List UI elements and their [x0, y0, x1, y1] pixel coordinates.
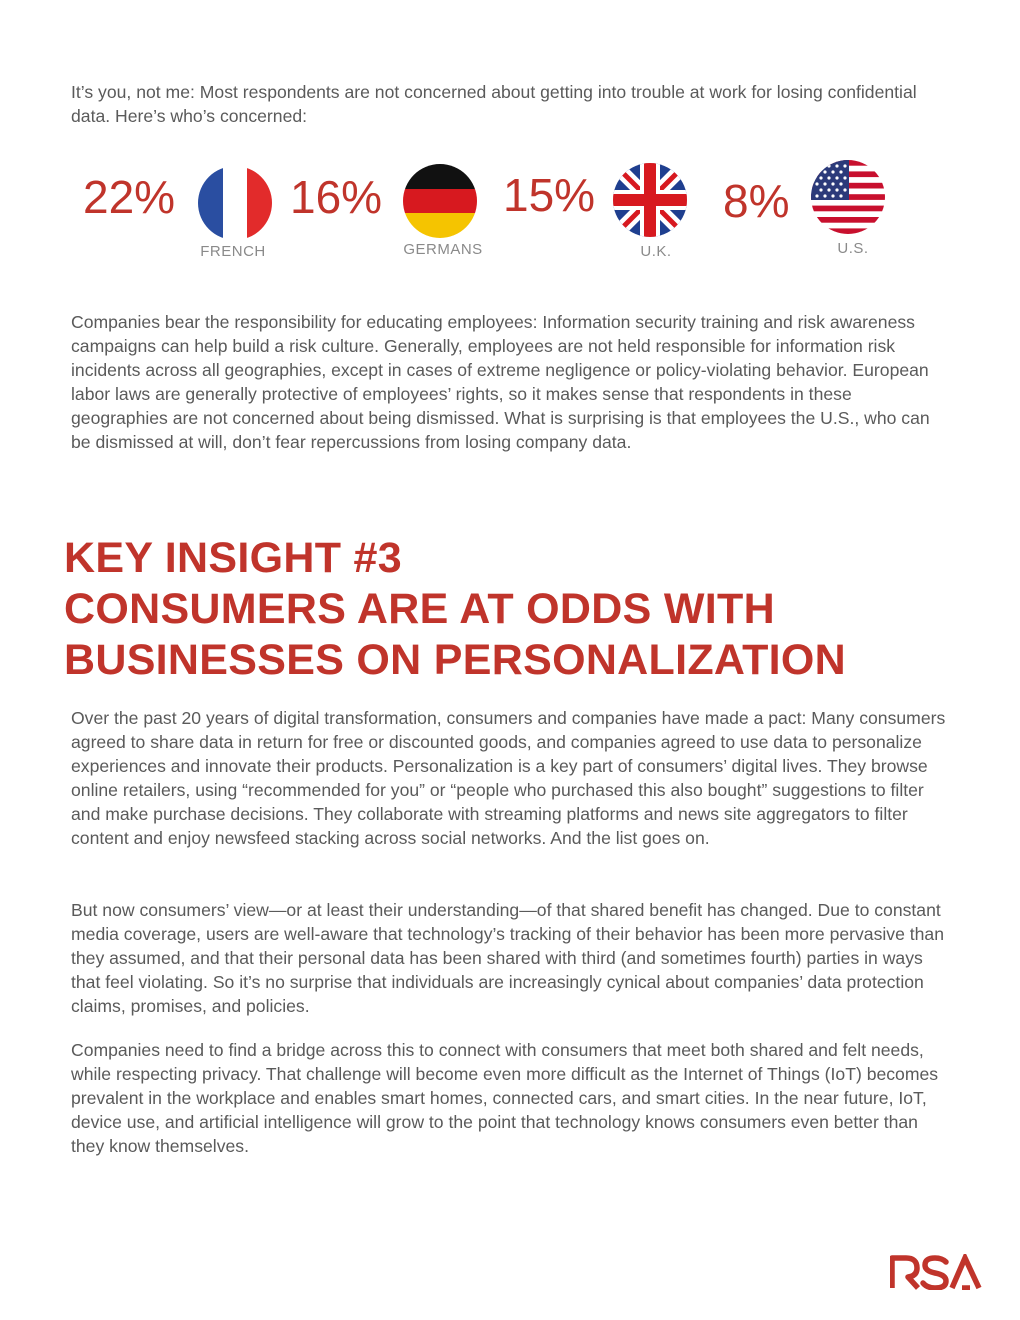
- paragraph-bridge: Companies need to find a bridge across this to connect with consumers that meet both shared and felt needs, while respecting privacy. That challenge will become even more difficult as the Internet of Things (IoT) becomes prevalent in the workplace and enables smart homes, connected cars, and smart cities. In the near future, IoT, device use, and artificial intelligence will grow to the point that technology knows consumers even better than they know themselves.: [71, 1040, 939, 1156]
- stat-label-french: FRENCH: [200, 243, 266, 260]
- germany-flag-icon: [403, 164, 477, 238]
- france-flag-icon: [198, 166, 272, 240]
- stat-value-germans: 16%: [290, 171, 383, 223]
- stat-value-french: 22%: [83, 171, 176, 223]
- headline-line-2: CONSUMERS ARE AT ODDS WITH: [64, 585, 775, 633]
- paragraph-digital-transformation: Over the past 20 years of digital transformation, consumers and companies have made a pact: Many consumers agreed to share data in return for free or discounted goods, and companies agreed to use data to personalize experiences and innovate their products. Personalization is a key part of consumers’ digital lives. They browse online retailers, using “recommended for you” or “people who purchased this also bought” suggestions to filter and make purchase decisions. They collaborate with streaming platforms and news site aggregators to filter content and enjoy newsfeed stacking across social networks. And the list goes on.: [71, 708, 946, 848]
- stat-value-uk: 15%: [503, 169, 596, 221]
- stat-label-uk: U.K.: [640, 243, 672, 260]
- stat-label-us: U.S.: [837, 240, 869, 257]
- stat-value-us: 8%: [723, 175, 790, 227]
- us-flag-icon: [811, 160, 885, 234]
- rsa-logo: [890, 1254, 982, 1290]
- headline-line-1: KEY INSIGHT #3: [64, 534, 402, 582]
- intro-paragraph: It’s you, not me: Most respondents are not concerned about getting into trouble at work for losing confidential data. Here’s who’s concerned:: [71, 82, 917, 126]
- key-insight-headline: [64, 533, 964, 686]
- uk-flag-icon: [613, 163, 687, 237]
- paragraph-consumer-view: But now consumers’ view—or at least their understanding—of that shared benefit has changed. Due to constant media coverage, users are well-aware that technology’s tracking of their behavior has been more pervasive than they assumed, and that their personal data has been shared with third (and sometimes fourth) parties in ways that feel violating. So it’s no surprise that individuals are increasingly cynical about companies’ data protection claims, promises, and policies.: [71, 900, 944, 1016]
- headline-line-3: BUSINESSES ON PERSONALIZATION: [64, 636, 846, 684]
- paragraph-responsibility: Companies bear the responsibility for educating employees: Information security training and risk awareness campaigns can help build a risk culture. Generally, employees are not held responsible for information risk incidents across all geographies, except in cases of extreme negligence or policy-violating behavior. European labor laws are generally protective of employees’ rights, so it makes sense that respondents in these geographies are not concerned about being dismissed. What is surprising is that employees the U.S., who can be dismissed at will, don’t fear repercussions from losing company data.: [71, 312, 930, 452]
- stat-label-germans: GERMANS: [403, 241, 483, 258]
